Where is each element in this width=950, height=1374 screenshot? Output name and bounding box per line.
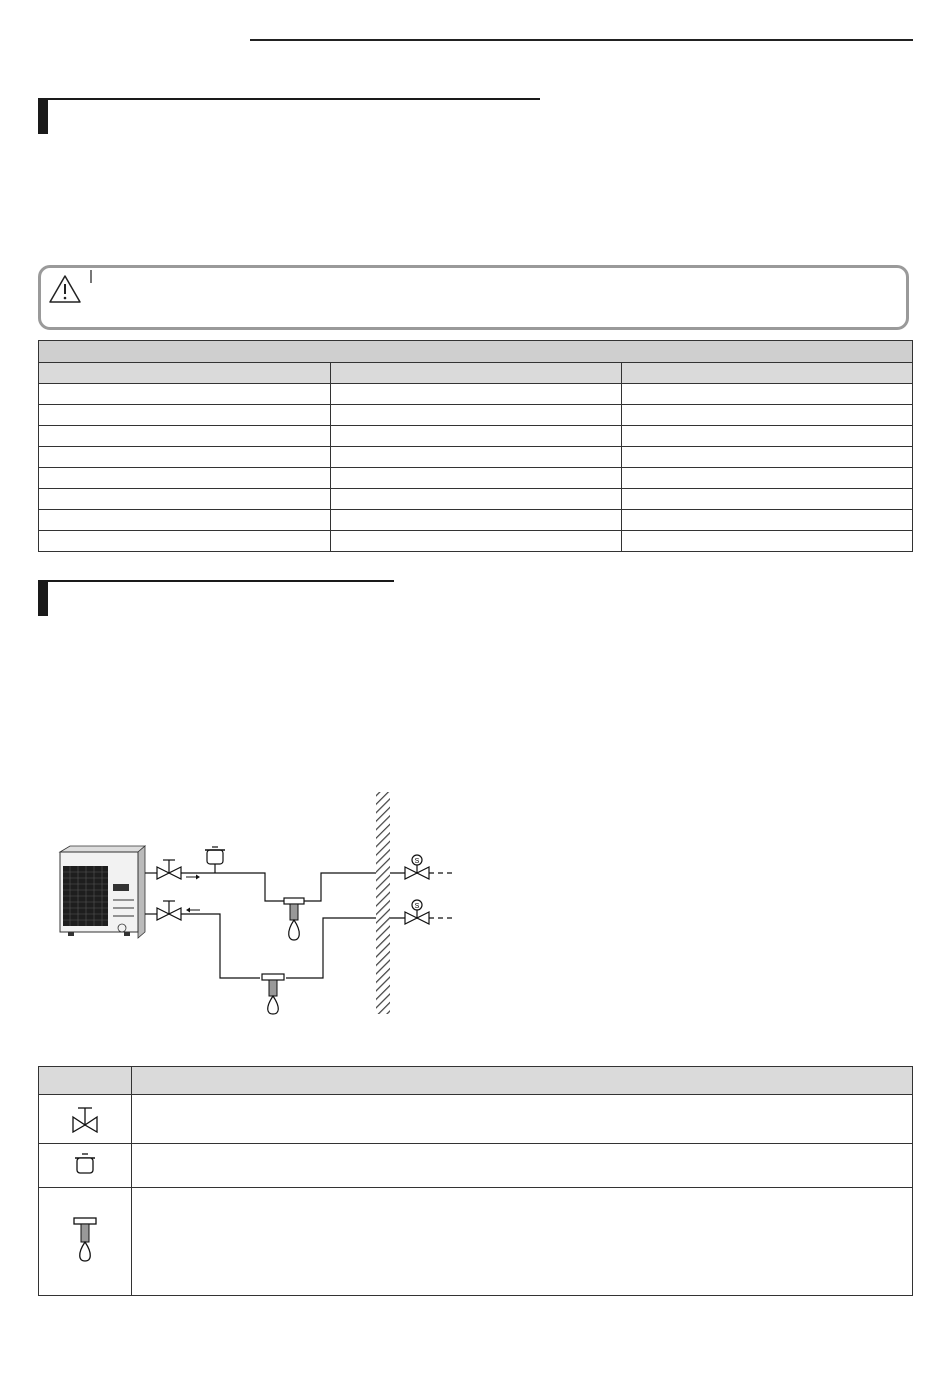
table-row (39, 447, 913, 468)
table-row (39, 1188, 913, 1296)
section-heading-line (48, 580, 394, 582)
table-cell (132, 1144, 913, 1188)
table-cell (39, 531, 331, 552)
shut-off-valve-icon (157, 901, 181, 920)
solenoid-valve-icon (405, 855, 429, 879)
table-cell (39, 405, 331, 426)
symbol-legend-table (38, 1066, 913, 1296)
warning-divider (90, 270, 92, 283)
expansion-tank-icon (72, 1151, 98, 1177)
table-cell (330, 447, 621, 468)
table-cell (39, 1188, 132, 1296)
drain-tee-icon (284, 898, 304, 940)
table-title (39, 341, 913, 363)
table-cell (330, 384, 621, 405)
drain-tee-icon (262, 974, 284, 1014)
table-cell (621, 384, 912, 405)
table-cell (621, 447, 912, 468)
table-cell (330, 405, 621, 426)
section-heading-line (48, 98, 540, 100)
table-cell (621, 426, 912, 447)
table-cell (39, 426, 331, 447)
table-cell (621, 468, 912, 489)
table-row (39, 384, 913, 405)
section-heading-bar (38, 98, 48, 134)
table-cell (39, 447, 331, 468)
column-header (39, 1067, 132, 1095)
table-cell (39, 489, 331, 510)
table-header-row (39, 363, 913, 384)
table-header-row (39, 1067, 913, 1095)
table-row (39, 405, 913, 426)
flow-arrow-in-icon (186, 908, 200, 913)
table-row (39, 426, 913, 447)
table-cell (39, 384, 331, 405)
header-rule (250, 39, 913, 41)
column-header (621, 363, 912, 384)
drain-tee-icon (70, 1215, 100, 1265)
wall-hatch (376, 792, 390, 1014)
table-cell (39, 510, 331, 531)
table-row (39, 1095, 913, 1144)
column-header (330, 363, 621, 384)
table-row (39, 1144, 913, 1188)
solenoid-valve-icon (405, 900, 429, 924)
table-cell (330, 426, 621, 447)
piping-diagram (50, 790, 470, 1020)
warning-triangle-icon (48, 274, 82, 309)
table-cell (39, 468, 331, 489)
expansion-tank-icon (205, 847, 225, 873)
table-cell (132, 1188, 913, 1296)
shut-off-valve-icon (70, 1103, 100, 1133)
valve-marker-label: S (414, 903, 420, 910)
shut-off-valve-icon (157, 860, 181, 879)
table-row (39, 510, 913, 531)
table-cell (621, 405, 912, 426)
table-cell (330, 489, 621, 510)
valve-marker-label: S (414, 858, 420, 865)
table-cell (330, 468, 621, 489)
table-title-row (39, 341, 913, 363)
column-header (132, 1067, 913, 1095)
column-header (39, 363, 331, 384)
table-cell (330, 510, 621, 531)
outdoor-unit-icon (60, 846, 145, 938)
pipe-size-table (38, 340, 913, 552)
table-cell (330, 531, 621, 552)
table-cell (621, 531, 912, 552)
warning-box (38, 265, 909, 330)
table-cell (39, 1144, 132, 1188)
table-cell (621, 489, 912, 510)
table-cell (621, 510, 912, 531)
flow-arrow-out-icon (186, 875, 200, 880)
table-row (39, 489, 913, 510)
table-row (39, 531, 913, 552)
table-cell (39, 1095, 132, 1144)
section-heading-bar (38, 580, 48, 616)
table-cell (132, 1095, 913, 1144)
table-row (39, 468, 913, 489)
